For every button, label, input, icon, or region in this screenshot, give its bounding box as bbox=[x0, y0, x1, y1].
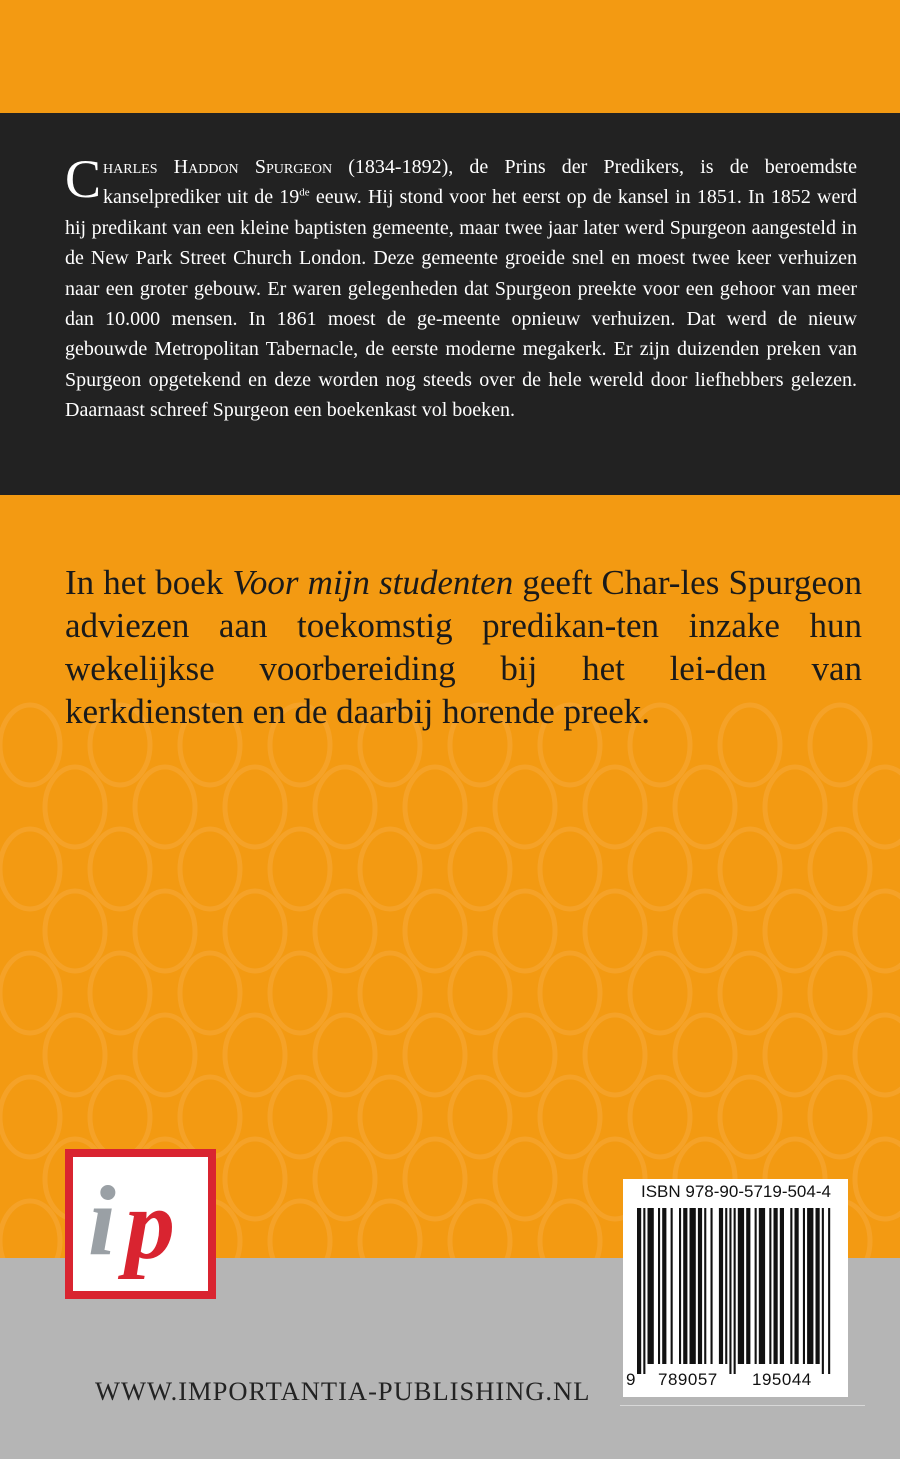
face-outline bbox=[225, 1139, 285, 1219]
barcode-bar bbox=[683, 1208, 687, 1364]
face-outline bbox=[810, 1077, 870, 1157]
face-outline bbox=[405, 767, 465, 847]
barcode-bar bbox=[725, 1208, 727, 1364]
face-outline bbox=[405, 1015, 465, 1095]
face-outline bbox=[495, 767, 555, 847]
barcode-bar bbox=[774, 1208, 778, 1364]
face-outline bbox=[450, 1201, 510, 1258]
face-outline bbox=[0, 829, 60, 909]
barcode-bar bbox=[719, 1208, 723, 1364]
face-outline bbox=[360, 1201, 420, 1258]
barcode-bar bbox=[755, 1208, 757, 1364]
barcode-bar bbox=[671, 1208, 673, 1364]
face-outline bbox=[720, 1077, 780, 1157]
publisher-logo-inner bbox=[73, 1157, 208, 1291]
face-outline bbox=[675, 1015, 735, 1095]
face-outline bbox=[765, 1015, 825, 1095]
author-bio bbox=[65, 149, 858, 426]
isbn-label: ISBN 978-90-5719-504-4 bbox=[641, 1182, 831, 1201]
face-outline bbox=[90, 829, 150, 909]
face-outline bbox=[360, 829, 420, 909]
face-outline bbox=[270, 953, 330, 1033]
barcode-bar bbox=[746, 1208, 750, 1364]
face-outline bbox=[585, 891, 645, 971]
face-outline bbox=[540, 1201, 600, 1258]
face-outline bbox=[45, 1015, 105, 1095]
barcode-bar bbox=[807, 1208, 813, 1364]
barcode-bar bbox=[648, 1208, 654, 1364]
barcode-bar bbox=[790, 1208, 792, 1364]
face-outline bbox=[0, 705, 60, 785]
barcode-bar bbox=[711, 1208, 713, 1364]
barcode-bar bbox=[698, 1208, 702, 1364]
divider-line bbox=[620, 1405, 865, 1406]
face-outline bbox=[135, 891, 195, 971]
face-outline bbox=[0, 1201, 60, 1258]
barcode-bar bbox=[738, 1208, 744, 1364]
face-outline bbox=[585, 1015, 645, 1095]
barcode-bar bbox=[780, 1208, 784, 1364]
face-outline bbox=[360, 1077, 420, 1157]
barcode-bar bbox=[658, 1208, 660, 1364]
barcode-bar bbox=[759, 1208, 765, 1364]
face-outline bbox=[585, 767, 645, 847]
face-outline bbox=[495, 1015, 555, 1095]
barcode-bar bbox=[729, 1208, 731, 1374]
face-outline bbox=[405, 1139, 465, 1219]
face-outline bbox=[315, 1015, 375, 1095]
bio-text-part1: (1834-1892), de Prins der Predikers, is de beroemdste kanselprediker uit de 19 bbox=[103, 156, 857, 209]
face-outline bbox=[270, 1201, 330, 1258]
face-outline bbox=[135, 1015, 195, 1095]
logo-letter-i: i bbox=[88, 1165, 116, 1276]
barcode-left-group: 789057 bbox=[658, 1370, 718, 1389]
face-outline bbox=[540, 1077, 600, 1157]
publisher-logo bbox=[65, 1149, 216, 1299]
face-outline bbox=[45, 891, 105, 971]
bio-text-part2: eeuw. Hij stond voor het eerst op de kansel in 1851. In 1852 werd hij predikant van een kleine baptisten gemeente, maar twee jaar later werd Spurgeon aangesteld in de New Park Street Church London. Deze gemeente groeide snel en moest twee keer verhuizen naar een groter gebouw. Er waren gelegenheden dat Spurgeon preekte voor een gehoor van meer dan 10.000 mensen. In 1861 moest de ge-meente opnieuw verhuizen. Dat werd de nieuw gebouwde Metropolitan Tabernacle, de eerste moderne megakerk. Er zijn duizenden preken van Spurgeon opgetekend en deze worden nog steeds over de hele wereld door liefhebbers gelezen. Daarnaast schreef Spurgeon een boekenkast vol boeken. bbox=[65, 186, 858, 422]
blurb-post: geeft Char-les Spurgeon adviezen aan toekomstig predikan-ten inzake hun wekelijkse voorbereiding bij het lei-den van kerkdiensten en de daarbij horende preek. bbox=[65, 563, 863, 731]
barcode-right-group: 195044 bbox=[752, 1370, 812, 1389]
face-outline bbox=[180, 953, 240, 1033]
face-outline bbox=[225, 891, 285, 971]
face-outline bbox=[630, 829, 690, 909]
barcode-bar bbox=[734, 1208, 736, 1374]
barcode-bar bbox=[643, 1208, 645, 1374]
barcode-bar bbox=[803, 1208, 805, 1364]
face-outline bbox=[675, 891, 735, 971]
face-outline bbox=[315, 1139, 375, 1219]
book-blurb bbox=[65, 561, 862, 733]
face-outline bbox=[270, 829, 330, 909]
face-outline bbox=[315, 891, 375, 971]
face-outline bbox=[450, 953, 510, 1033]
barcode-bar bbox=[690, 1208, 696, 1364]
author-name: harles Haddon Spurgeon bbox=[103, 156, 333, 178]
face-outline bbox=[315, 767, 375, 847]
face-outline bbox=[360, 953, 420, 1033]
bio-superscript: de bbox=[299, 186, 310, 199]
face-outline bbox=[0, 1077, 60, 1157]
barcode-bar bbox=[828, 1208, 830, 1374]
face-outline bbox=[720, 953, 780, 1033]
face-outline bbox=[405, 891, 465, 971]
barcode-bar bbox=[679, 1208, 681, 1364]
top-orange-band bbox=[0, 0, 900, 113]
face-outline bbox=[810, 829, 870, 909]
book-title: Voor mijn studenten bbox=[232, 563, 514, 602]
barcode-bar bbox=[769, 1208, 771, 1364]
barcode-bar bbox=[662, 1208, 666, 1364]
face-outline bbox=[495, 891, 555, 971]
face-outline bbox=[90, 1077, 150, 1157]
face-outline bbox=[225, 767, 285, 847]
bio-dropcap: C bbox=[65, 149, 102, 209]
face-outline bbox=[630, 1077, 690, 1157]
face-outline bbox=[855, 891, 900, 971]
face-outline bbox=[810, 953, 870, 1033]
face-outline bbox=[225, 1015, 285, 1095]
face-outline bbox=[450, 1077, 510, 1157]
barcode-bar bbox=[822, 1208, 824, 1374]
barcode bbox=[623, 1206, 848, 1376]
face-outline bbox=[540, 953, 600, 1033]
face-outline bbox=[450, 829, 510, 909]
barcode-bar bbox=[704, 1208, 706, 1364]
barcode-first-digit: 9 bbox=[626, 1370, 636, 1389]
face-outline bbox=[630, 953, 690, 1033]
face-outline bbox=[180, 829, 240, 909]
face-outline bbox=[0, 953, 60, 1033]
face-outline bbox=[765, 767, 825, 847]
face-outline bbox=[180, 1077, 240, 1157]
face-outline bbox=[135, 767, 195, 847]
face-outline bbox=[855, 1139, 900, 1219]
barcode-bar bbox=[816, 1208, 820, 1364]
face-outline bbox=[855, 1015, 900, 1095]
face-outline bbox=[765, 891, 825, 971]
face-outline bbox=[270, 1077, 330, 1157]
face-outline bbox=[675, 767, 735, 847]
face-outline bbox=[495, 1139, 555, 1219]
face-outline bbox=[540, 829, 600, 909]
publisher-website: WWW.IMPORTANTIA-PUBLISHING.NL bbox=[95, 1376, 591, 1406]
logo-letter-p: p bbox=[125, 1169, 175, 1280]
face-outline bbox=[90, 953, 150, 1033]
barcode-bar bbox=[795, 1208, 799, 1364]
barcode-bar bbox=[637, 1208, 641, 1374]
blurb-pre: In het boek bbox=[65, 563, 233, 602]
face-outline bbox=[855, 767, 900, 847]
face-outline bbox=[720, 829, 780, 909]
face-outline bbox=[45, 767, 105, 847]
